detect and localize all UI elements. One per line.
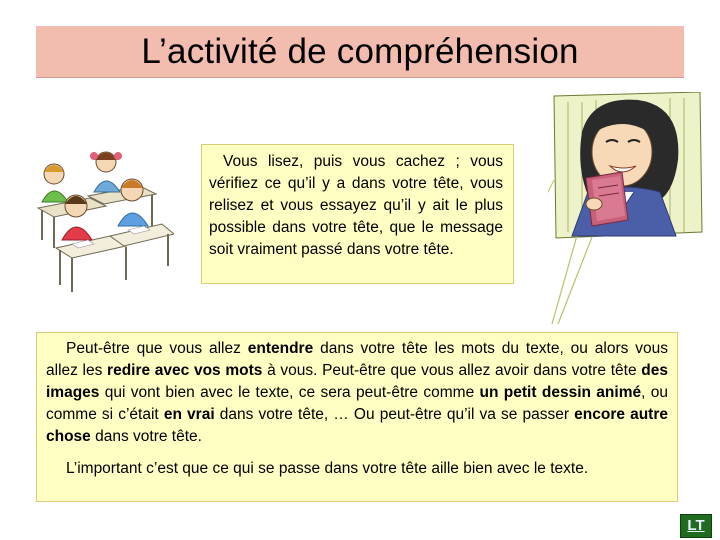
bold-run: des images (46, 362, 668, 401)
text-run: , ou comme si c’était (46, 384, 668, 423)
bold-run: entendre (247, 340, 314, 357)
text-run: dans votre tête. (90, 428, 202, 445)
text-run: dans votre tête les mots du texte, ou alors vous allez les (46, 340, 668, 379)
text-run: dans votre tête, … Ou peut-être qu’il va se passer (214, 406, 575, 423)
text-run: qui vont bien avec le texte, ce sera peut-être comme (99, 384, 480, 401)
title-banner (36, 26, 684, 78)
bold-run: en vrai (163, 406, 215, 423)
instruction-box (201, 144, 514, 284)
bold-run: encore autre chose (46, 406, 668, 445)
text-run: Peut-être que vous allez (66, 340, 248, 357)
bold-run: un petit dessin animé (479, 384, 642, 401)
instruction-text: Vous lisez, puis vous cachez ; vous vérifiez ce qu’il y a dans votre tête, vous relisez et vous essayez qu’il y ait le plus possible dans votre tête, que le message soit vraiment passé dans votre tête. (209, 153, 503, 258)
children-at-desks-illustration (28, 140, 174, 295)
explanation-paragraph (46, 338, 668, 448)
page-title: L’activité de compréhension (141, 31, 579, 71)
explanation-box (36, 332, 678, 502)
teacher-with-book-illustration (548, 92, 704, 328)
lt-nav-button[interactable]: LT (680, 514, 712, 538)
conclusion-paragraph: L’important c’est que ce qui se passe dans votre tête aille bien avec le texte. (66, 460, 589, 477)
bold-run: redire avec vos mots (107, 362, 263, 379)
text-run: à vous. Peut-être que vous allez avoir dans votre tête (262, 362, 642, 379)
